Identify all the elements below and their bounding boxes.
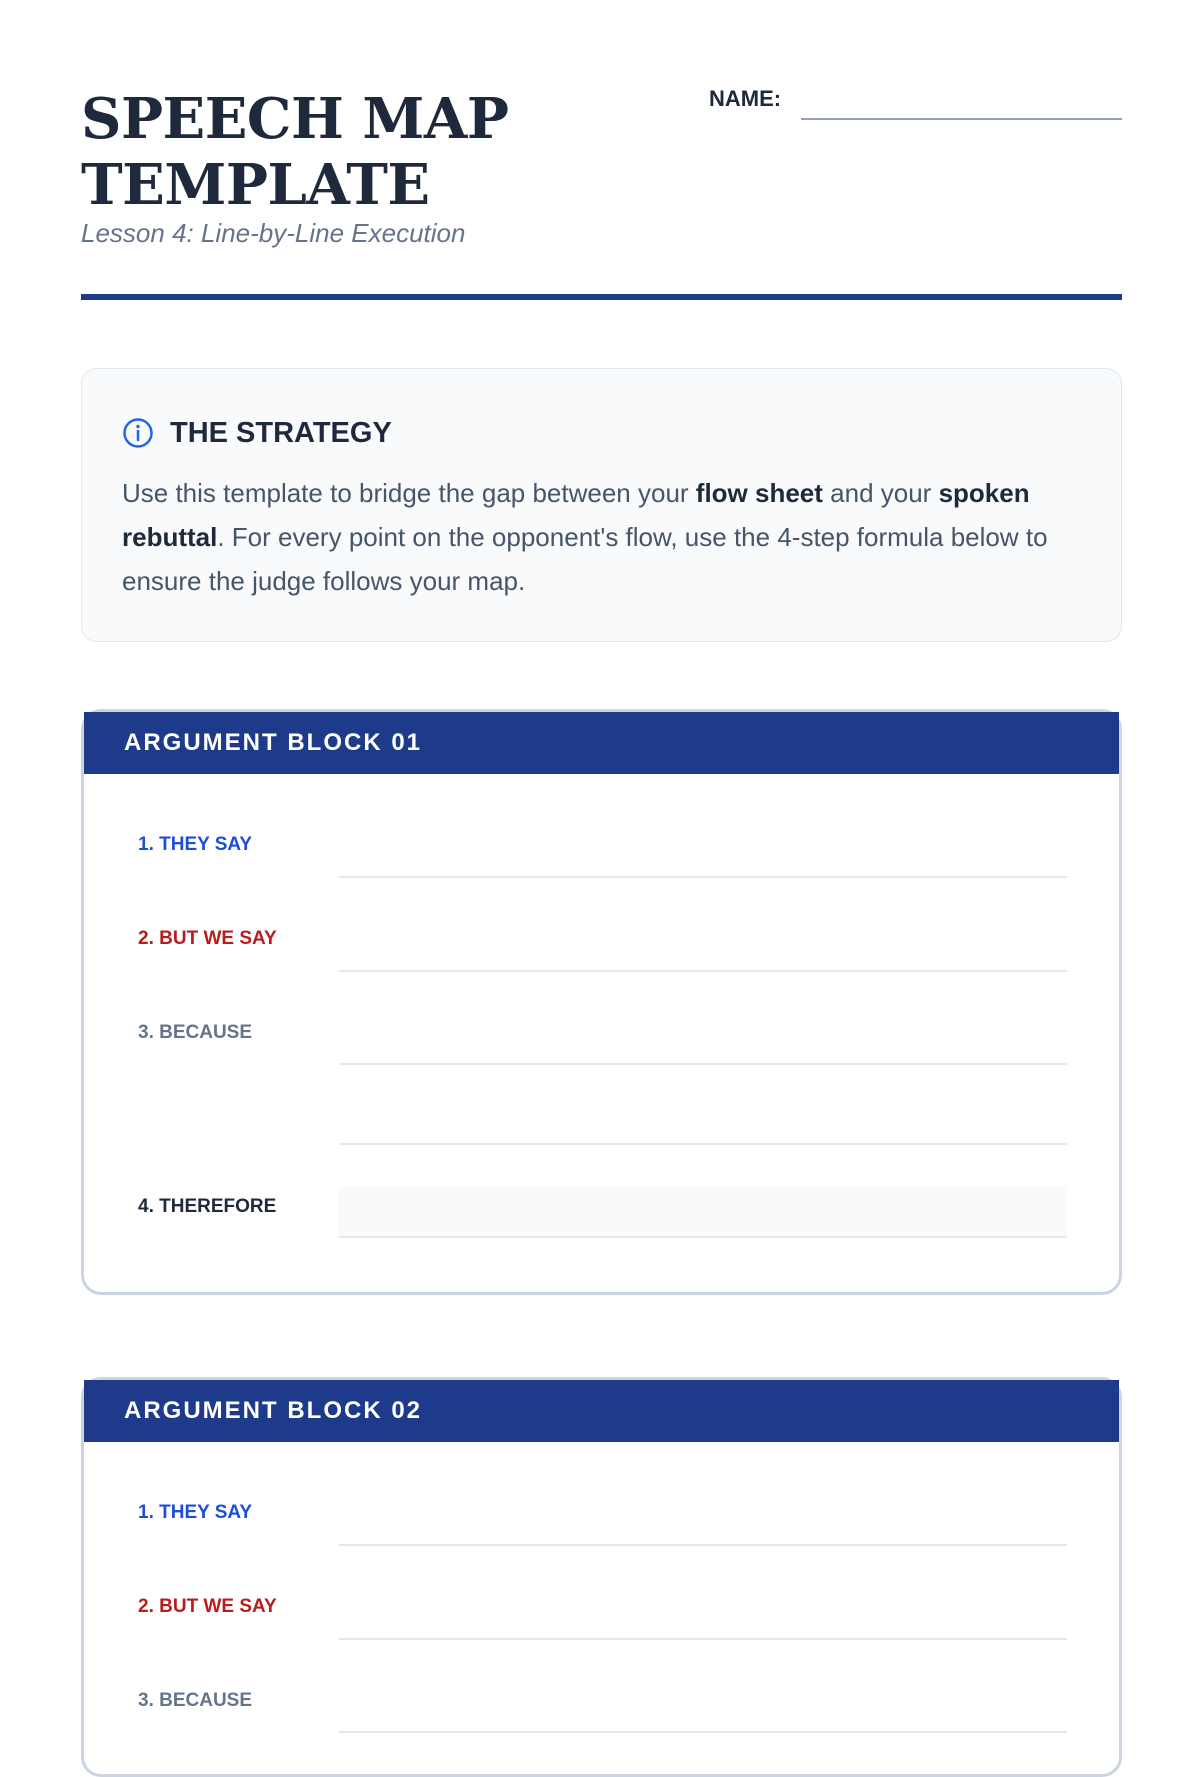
strategy-title: THE STRATEGY [170,417,392,449]
header-divider [81,294,1122,300]
they-say-label: 1. THEY SAY [138,1502,253,1523]
because-write-line[interactable] [339,1063,1067,1065]
because-label: 3. BECAUSE [138,1690,253,1711]
page-title [81,86,1122,218]
argument-block-header [84,1380,1119,1442]
but-we-say-label: 2. BUT WE SAY [138,928,277,949]
argument-block-01 [81,709,1122,1295]
argument-block-02 [81,1377,1122,1777]
title-line-1: SPEECH MAP [81,86,509,152]
they-say-label: 1. THEY SAY [138,834,253,855]
but-we-say-write-line[interactable] [339,1638,1067,1640]
strategy-bold-spoken-rebuttal: spoken rebuttal [122,478,1030,552]
but-we-say-label: 2. BUT WE SAY [138,1596,277,1617]
because-write-line[interactable] [339,1731,1067,1733]
info-icon [122,417,154,449]
they-say-write-line[interactable] [339,1544,1067,1546]
strategy-text-part: . For every point on the opponent's flow, use the 4-step formula below to ensure the judge follows your map. [122,522,1048,596]
argument-block-title: ARGUMENT BLOCK 01 [124,729,423,756]
they-say-write-line[interactable] [339,876,1067,878]
strategy-bold-flow-sheet: flow sheet [695,478,823,508]
name-label: NAME: [709,86,782,111]
strategy-text-part: Use this template to bridge the gap between your [122,478,696,508]
therefore-label: 4. THEREFORE [138,1196,277,1217]
name-write-line[interactable] [801,118,1122,120]
worksheet-header [81,86,1122,301]
page-subtitle: Lesson 4: Line-by-Line Execution [81,218,466,248]
strategy-callout [81,368,1122,642]
because-label: 3. BECAUSE [138,1022,253,1043]
argument-block-title: ARGUMENT BLOCK 02 [124,1397,423,1424]
title-line-2: TEMPLATE [81,152,430,218]
strategy-text [122,471,1082,603]
but-we-say-write-line[interactable] [339,970,1067,972]
therefore-write-box[interactable] [339,1186,1067,1238]
because-write-line-2[interactable] [339,1143,1067,1145]
argument-block-header [84,712,1119,774]
strategy-text-part: and your [822,478,939,508]
